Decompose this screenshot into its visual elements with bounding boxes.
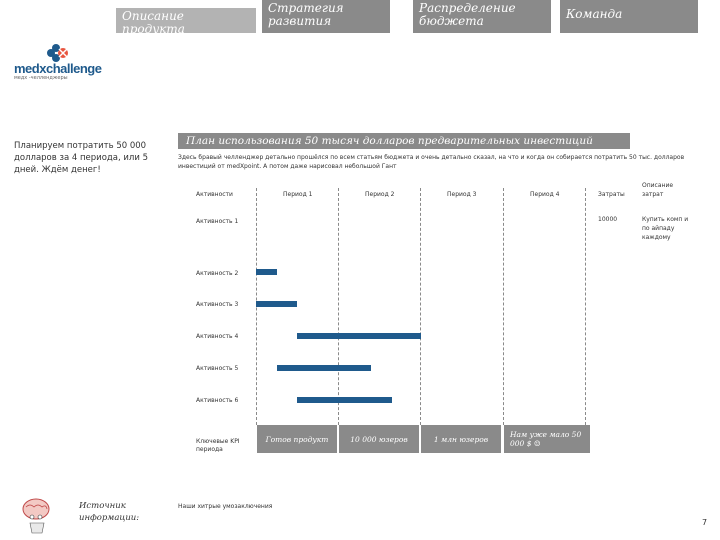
gantt-bar-activity-2 [256,269,277,275]
section-description: Здесь бравый челленджер детально прошёлся по всем статьям бюджета и очень детально сказал, на что и когда он собирается потратить 50 тыс. долларов инвестиций от medXpoint. А потом даже нарисовал небольшой Гант [178,154,685,170]
period-divider [503,188,504,425]
header-period-2: Период 2 [365,191,395,198]
kpi-period-4 [504,425,590,453]
tab-strategy[interactable] [262,0,390,33]
header-cost-description: Описание затрат [642,182,674,198]
activity-1-cost-description: Купить комп и по айпаду каждому [642,216,689,241]
tab-label: Стратегия развития [268,1,344,28]
kpi-text: Нам уже мало 50 000 $ ☺ [510,430,582,448]
conclusions-note: Наши хитрые умозаключения [178,503,273,510]
tab-budget[interactable] [413,0,551,33]
activity-label-5: Активность 5 [196,365,239,372]
tab-label: Распределение бюджета [419,1,516,28]
activity-1-cost: 10000 [598,216,618,223]
period-divider [585,188,586,425]
tab-product-description[interactable] [116,8,256,36]
header-costs: Затраты [598,191,625,198]
gantt-bar-activity-4 [297,333,420,339]
logo-tagline: медх -челленджеры [14,75,68,81]
kpi-label: Ключевые KPI периода [196,438,240,453]
tab-team[interactable] [560,0,698,33]
kpi-period-1 [257,425,337,453]
header-period-1: Период 1 [283,191,313,198]
activity-label-1: Активность 1 [196,218,239,225]
mascot-brain-icon [14,495,60,535]
activity-label-6: Активность 6 [196,397,239,404]
kpi-text: 1 млн юзеров [433,434,489,444]
logo-wordmark: medxchallenge [14,61,102,76]
activity-label-3: Активность 3 [196,301,239,308]
header-activities: Активности [196,191,233,198]
header-period-3: Период 3 [447,191,477,198]
period-divider [338,188,339,425]
page-number: 7 [702,518,708,527]
tab-label: Описание продукта [122,9,185,36]
gantt-bar-activity-3 [256,301,297,307]
kpi-text: 10 000 юзеров [350,434,408,444]
kpi-period-2 [339,425,419,453]
section-title: План использования 50 тысяч долларов предварительных инвестиций [178,133,630,149]
plan-summary: Планируем потратить 50 000 долларов за 4 периода, или 5 дней. Ждём денег! [14,141,148,175]
period-divider [420,188,421,425]
tab-label: Команда [566,7,623,21]
source-note: Источник информации: [79,501,140,523]
activity-label-2: Активность 2 [196,270,239,277]
header-period-4: Период 4 [530,191,560,198]
activity-label-4: Активность 4 [196,333,239,340]
kpi-text: Готов продукт [265,434,329,444]
kpi-period-3 [421,425,501,453]
gantt-bar-activity-5 [277,365,372,371]
gantt-bar-activity-6 [297,397,392,403]
